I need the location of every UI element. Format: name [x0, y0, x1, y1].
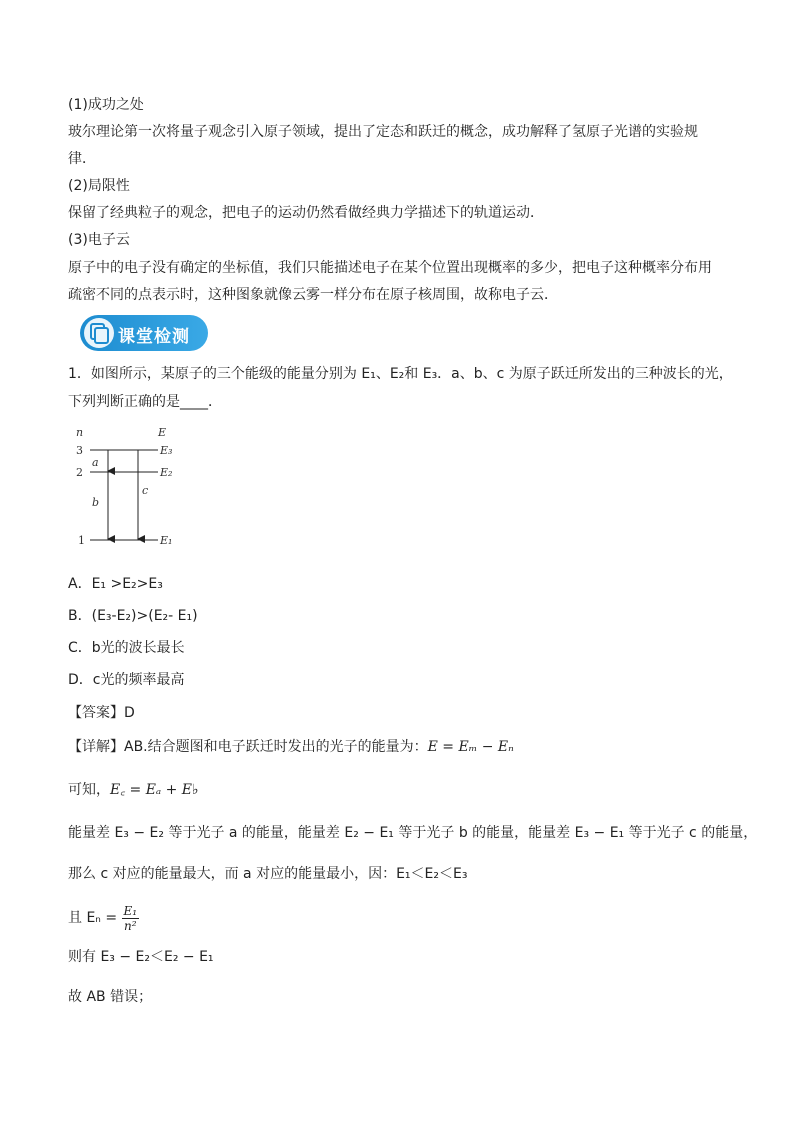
level-2-energy: E₂ [160, 466, 173, 479]
limit-text: 保留了经典粒子的观念，把电子的运动仍然看做经典力学描述下的轨道运动． [68, 205, 544, 221]
energy-level-diagram [70, 420, 220, 550]
sum-formula: E꜀ = Eₐ + E♭ [110, 782, 199, 798]
level-3-n: 3 [76, 444, 83, 457]
question-line1: 1．如图所示，某原子的三个能级的能量分别为 E₁、E₂和 E₃．a、b、c 为原子跃迁所发出的三种波长的光， [68, 366, 733, 382]
energy-formula: E = Eₘ − Eₙ [427, 739, 514, 755]
cloud-heading: (3)电子云 [68, 232, 130, 248]
option-b: B．(E₃-E₂)>(E₂- E₁) [68, 608, 198, 624]
limit-heading: (2)局限性 [68, 178, 130, 194]
document-stack-icon [84, 318, 114, 348]
explain-line1 [68, 737, 514, 757]
fraction-denominator: n² [124, 918, 137, 933]
explain-line7: 故 AB 错误； [68, 989, 153, 1005]
success-text-line2: 律． [68, 151, 96, 167]
level-2-n: 2 [76, 466, 83, 479]
answer-label: 【答案】D [68, 705, 135, 721]
cloud-text-line1: 原子中的电子没有确定的坐标值，我们只能描述电子在某个位置出现概率的多少，把电子这种概率分布用 [68, 260, 712, 276]
transition-a-label: a [92, 456, 99, 469]
explain-line1-text: 【详解】AB.结合题图和电子跃迁时发出的光子的能量为： [68, 739, 428, 755]
transition-b-label: b [92, 496, 100, 509]
fraction-numerator: E₁ [123, 903, 138, 918]
success-text-line1: 玻尔理论第一次将量子观念引入原子领域，提出了定态和跃迁的概念，成功解释了氢原子光谱的实验规 [68, 124, 698, 140]
level-3-energy: E₃ [160, 444, 173, 457]
explain-line2-text: 可知， [68, 782, 110, 798]
e-axis-label: E [158, 426, 167, 439]
transition-c-label: c [142, 484, 149, 497]
explain-line3: 能量差 E₃ − E₂ 等于光子 a 的能量，能量差 E₂ − E₁ 等于光子 b 的能量，能量差 E₃ − E₁ 等于光子 c 的能量， [68, 825, 758, 841]
level-1-energy: E₁ [160, 534, 173, 547]
option-c: C．b光的波长最长 [68, 640, 185, 656]
question-line2: 下列判断正确的是____． [68, 394, 222, 410]
explain-line2 [68, 780, 199, 800]
option-a: A．E₁ >E₂>E₃ [68, 576, 163, 592]
level-1-n: 1 [78, 534, 85, 547]
level-energy-fraction [122, 904, 140, 933]
explain-line4: 那么 c 对应的能量最大，而 a 对应的能量最小，因：E₁＜E₂＜E₃ [68, 866, 468, 882]
explain-line6: 则有 E₃ − E₂＜E₂ − E₁ [68, 949, 214, 965]
explain-line5-text: 且 Eₙ = [68, 910, 118, 926]
explain-line5 [68, 903, 139, 933]
success-heading: (1)成功之处 [68, 97, 144, 113]
section-banner [80, 315, 208, 351]
n-axis-label: n [76, 426, 84, 439]
option-d: D．c光的频率最高 [68, 672, 185, 688]
section-title: 课堂检测 [118, 327, 190, 347]
cloud-text-line2: 疏密不同的点表示时，这种图象就像云雾一样分布在原子核周围，故称电子云． [68, 287, 558, 303]
